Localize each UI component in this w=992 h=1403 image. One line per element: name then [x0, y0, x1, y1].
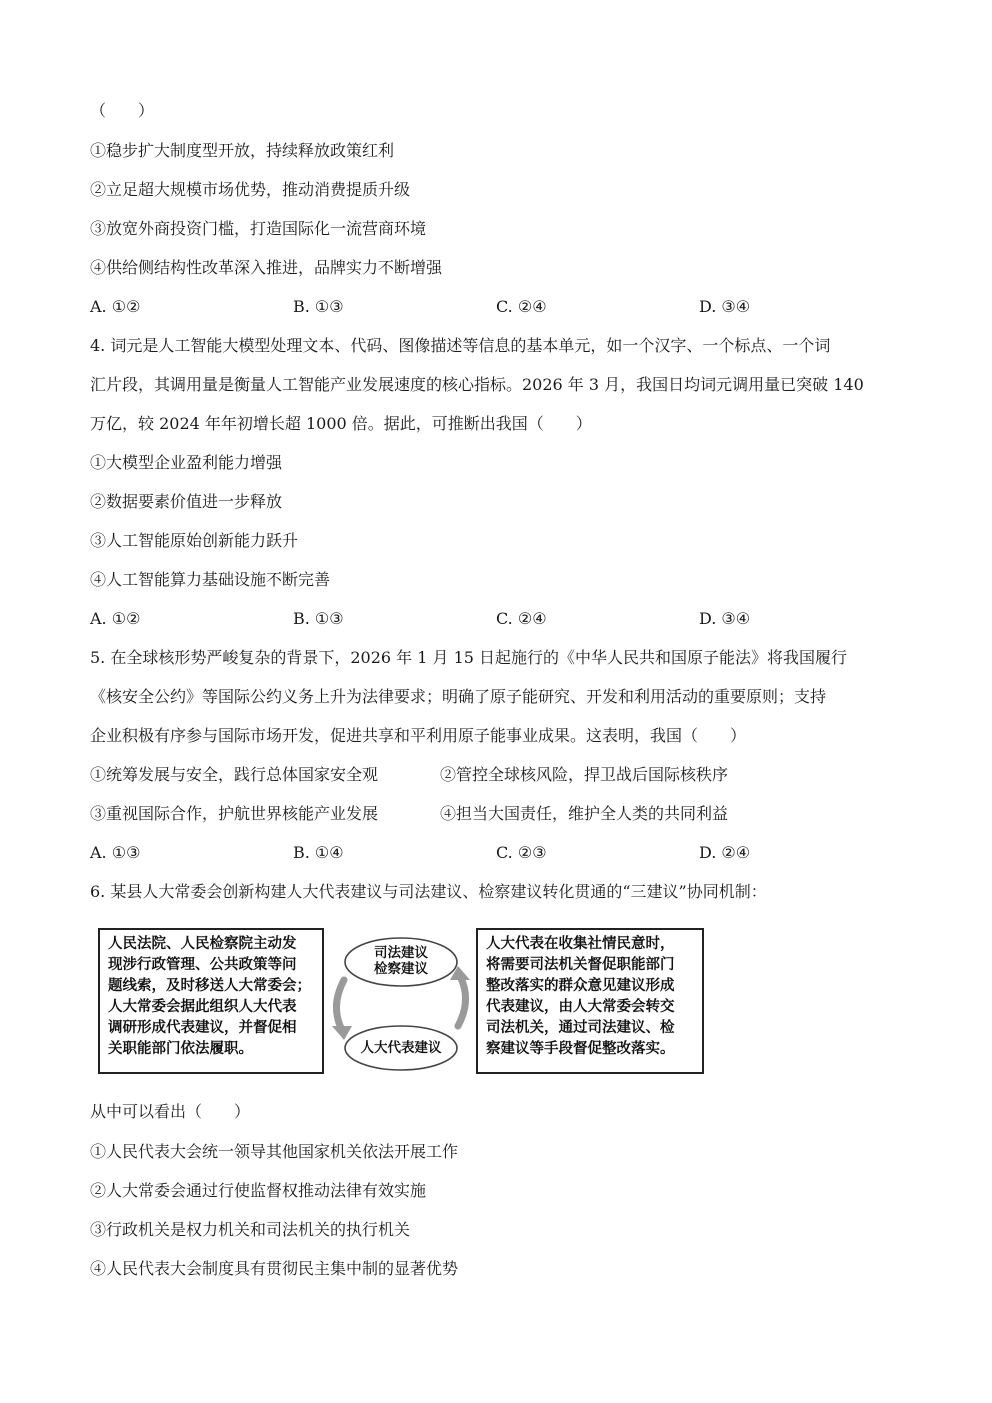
q3-answer-paren: （ ）	[90, 101, 155, 120]
q3-option-c[interactable]: C. ②④	[496, 297, 547, 316]
q4-option-c[interactable]: C. ②④	[496, 609, 547, 628]
q5-items-row-1	[90, 764, 810, 786]
q6-item-3: ③行政机关是权力机关和司法机关的执行机关	[90, 1220, 411, 1239]
right-box-line: 将需要司法机关督促职能部门	[486, 957, 675, 973]
q4-option-a[interactable]: A. ①②	[90, 609, 141, 628]
left-box-line: 现涉行政管理、公共政策等问	[108, 957, 297, 973]
q4-option-d[interactable]: D. ③④	[699, 609, 751, 628]
q3-item-2: ②立足超大规模市场优势，推动消费提质升级	[90, 180, 411, 199]
q3-option-a[interactable]: A. ①②	[90, 297, 141, 316]
bottom-ellipse-label: 人大代表建议	[360, 1040, 442, 1056]
q6-item-2: ②人大常委会通过行使监督权推动法律有效实施	[90, 1181, 427, 1200]
q3-option-d[interactable]: D. ③④	[699, 297, 751, 316]
q4-item-2: ②数据要素价值进一步释放	[90, 492, 283, 511]
q5-option-d[interactable]: D. ②④	[699, 843, 751, 862]
q5-item-4: ④担当大国责任，维护全人类的共同利益	[440, 804, 729, 823]
q4-options	[90, 608, 810, 630]
q5-items-row-2	[90, 803, 810, 825]
q3-options	[90, 296, 810, 318]
diagram-left-box	[98, 928, 324, 1074]
right-box-line: 整改落实的群众意见建议形成	[486, 978, 675, 994]
right-box-line: 察建议等手段督促整改落实。	[486, 1041, 675, 1057]
left-cycle-arrow	[336, 980, 344, 1030]
q4-stem-line-2: 汇片段，其调用量是衡量人工智能产业发展速度的核心指标。2026 年 3 月，我国日均词元调用量已突破 140	[90, 375, 864, 394]
q3-item-1: ①稳步扩大制度型开放，持续释放政策红利	[90, 141, 395, 160]
q4-item-1: ①大模型企业盈利能力增强	[90, 453, 283, 472]
q6-item-1: ①人民代表大会统一领导其他国家机关依法开展工作	[90, 1142, 459, 1161]
three-suggestions-diagram	[96, 926, 706, 1076]
diagram-right-box	[476, 928, 704, 1074]
q3-item-3: ③放宽外商投资门槛，打造国际化一流营商环境	[90, 219, 427, 238]
left-box-line: 调研形成代表建议，并督促相	[108, 1020, 297, 1036]
q5-stem-line-2: 《核安全公约》等国际公约义务上升为法律要求；明确了原子能研究、开发和利用活动的重要原则；支持	[90, 687, 827, 706]
right-box-line: 司法机关，通过司法建议、检	[486, 1020, 675, 1036]
q4-item-4: ④人工智能算力基础设施不断完善	[90, 570, 331, 589]
q4-option-b[interactable]: B. ①③	[293, 609, 344, 628]
q5-item-3: ③重视国际合作，护航世界核能产业发展	[90, 804, 379, 823]
q4-stem-line-1: 4. 词元是人工智能大模型处理文本、代码、图像描述等信息的基本单元，如一个汉字、一个标点、一个词	[90, 336, 831, 355]
q5-stem-line-1: 5. 在全球核形势严峻复杂的背景下，2026 年 1 月 15 日起施行的《中华人民共和国原子能法》将我国履行	[90, 648, 848, 667]
top-ellipse-line-2: 检察建议	[374, 961, 428, 977]
q4-item-3: ③人工智能原始创新能力跃升	[90, 531, 299, 550]
right-cycle-arrow	[458, 976, 466, 1026]
q5-options	[90, 842, 810, 864]
q4-stem-line-3: 万亿，较 2024 年年初增长超 1000 倍。据此，可推断出我国（ ）	[90, 414, 592, 433]
q3-item-4: ④供给侧结构性改革深入推进，品牌实力不断增强	[90, 258, 443, 277]
q5-stem-line-3: 企业积极有序参与国际市场开发，促进共享和平利用原子能事业成果。这表明，我国（ ）	[90, 726, 747, 745]
left-box-line: 关职能部门依法履职。	[108, 1041, 253, 1057]
left-box-line: 人民法院、人民检察院主动发	[108, 936, 297, 952]
q6-question: 从中可以看出（ ）	[90, 1102, 251, 1121]
q5-item-2: ②管控全球核风险，捍卫战后国际核秩序	[440, 765, 729, 784]
q5-option-c[interactable]: C. ②③	[496, 843, 547, 862]
top-ellipse-label	[361, 945, 441, 977]
top-ellipse-line-1: 司法建议	[374, 945, 428, 961]
left-arrowhead-icon	[332, 1026, 352, 1040]
q6-item-4: ④人民代表大会制度具有贯彻民主集中制的显著优势	[90, 1259, 459, 1278]
q5-option-b[interactable]: B. ①④	[293, 843, 344, 862]
right-box-line: 代表建议，由人大常委会转交	[486, 999, 675, 1015]
left-box-line: 题线索，及时移送人大常委会；	[108, 978, 311, 994]
left-box-line: 人大常委会据此组织人大代表	[108, 999, 297, 1015]
q6-stem: 6. 某县人大常委会创新构建人大代表建议与司法建议、检察建议转化贯通的“三建议”协同机制：	[90, 882, 767, 901]
q5-item-1: ①统筹发展与安全，践行总体国家安全观	[90, 765, 379, 784]
q5-option-a[interactable]: A. ①③	[90, 843, 141, 862]
q3-option-b[interactable]: B. ①③	[293, 297, 344, 316]
right-box-line: 人大代表在收集社情民意时，	[486, 936, 675, 952]
